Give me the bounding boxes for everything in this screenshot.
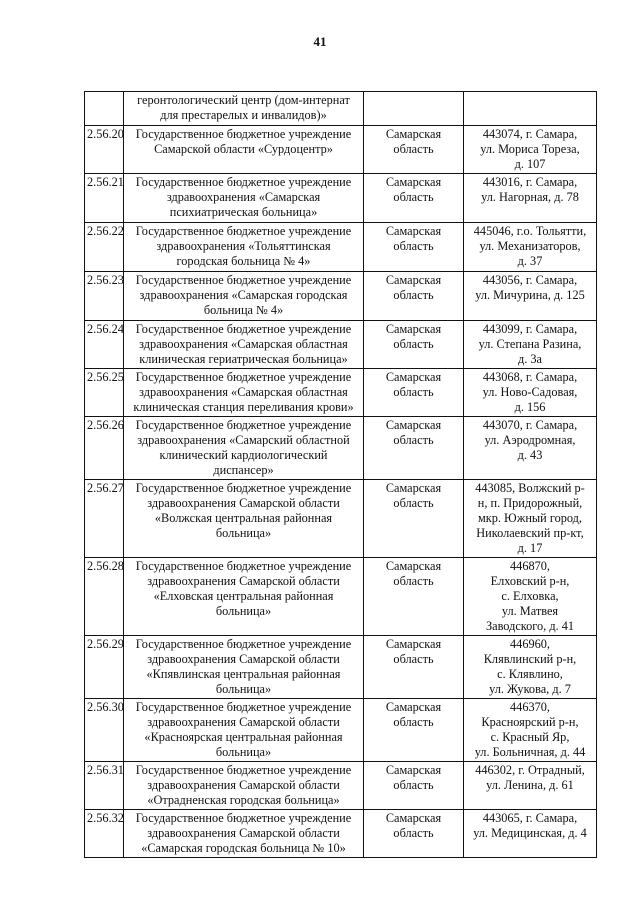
institution-name-cell: Государственное бюджетное учреждение здравоохранения Самарской области «Волжская центральная районная больница» xyxy=(124,480,364,558)
institution-name-cell: геронтологический центр (дом-интернат для престарелых и инвалидов)» xyxy=(124,92,364,126)
institution-name-cell: Государственное бюджетное учреждение здравоохранения «Самарская городская больница № 4» xyxy=(124,272,364,321)
address-cell: 445046, г.о. Тольятти, ул. Механизаторов, д. 37 xyxy=(464,223,597,272)
table-row xyxy=(85,126,597,174)
address-cell: 443099, г. Самара, ул. Степана Разина, д. 3а xyxy=(464,321,597,369)
institution-name-cell: Государственное бюджетное учреждение здравоохранения Самарской области «Елховская центральная районная больница» xyxy=(124,558,364,636)
institution-name-cell: Государственное бюджетное учреждение здравоохранения Самарской области «Красноярская центральная районная больница» xyxy=(124,699,364,762)
row-number-cell: 2.56.30 xyxy=(85,699,124,762)
table-row xyxy=(85,223,597,272)
row-number-cell: 2.56.28 xyxy=(85,558,124,636)
table-row xyxy=(85,636,597,699)
region-cell: Самарская область xyxy=(364,369,464,417)
address-cell: 446870, Елховский р-н, с. Елховка, ул. Матвея Заводского, д. 41 xyxy=(464,558,597,636)
address-cell: 443065, г. Самара, ул. Медицинская, д. 4 xyxy=(464,810,597,858)
table-row xyxy=(85,417,597,480)
institution-name-cell: Государственное бюджетное учреждение здравоохранения «Самарская областная клиническая гериатрическая больница» xyxy=(124,321,364,369)
row-number-cell: 2.56.26 xyxy=(85,417,124,480)
table-row xyxy=(85,369,597,417)
row-number-cell: 2.56.29 xyxy=(85,636,124,699)
institutions-table xyxy=(84,91,597,858)
institution-name-cell: Государственное бюджетное учреждение здравоохранения «Тольяттинская городская больница № 4» xyxy=(124,223,364,272)
row-number-cell: 2.56.25 xyxy=(85,369,124,417)
row-number-cell: 2.56.20 xyxy=(85,126,124,174)
address-cell: 443016, г. Самара, ул. Нагорная, д. 78 xyxy=(464,174,597,223)
address-cell: 443068, г. Самара, ул. Ново-Садовая, д. 156 xyxy=(464,369,597,417)
region-cell: Самарская область xyxy=(364,272,464,321)
page-number: 41 xyxy=(313,34,327,49)
row-number-cell: 2.56.27 xyxy=(85,480,124,558)
row-number-cell: 2.56.31 xyxy=(85,762,124,810)
table-row xyxy=(85,174,597,223)
address-cell: 443074, г. Самара, ул. Мориса Тореза, д. 107 xyxy=(464,126,597,174)
institution-name-cell: Государственное бюджетное учреждение здравоохранения «Самарская психиатрическая больница» xyxy=(124,174,364,223)
institution-name-cell: Государственное бюджетное учреждение здравоохранения Самарской области «Кпявлинская центральная районная больница» xyxy=(124,636,364,699)
region-cell: Самарская область xyxy=(364,699,464,762)
region-cell: Самарская область xyxy=(364,126,464,174)
table-row xyxy=(85,321,597,369)
table-row xyxy=(85,699,597,762)
institution-name-cell: Государственное бюджетное учреждение здравоохранения Самарской области «Самарская городская больница № 10» xyxy=(124,810,364,858)
institution-name-cell: Государственное бюджетное учреждение Самарской области «Сурдоцентр» xyxy=(124,126,364,174)
table-body xyxy=(85,92,597,858)
institution-name-cell: Государственное бюджетное учреждение здравоохранения «Самарский областной клинический кардиологический диспансер» xyxy=(124,417,364,480)
table-row xyxy=(85,558,597,636)
address-cell: 446370, Красноярский р-н, с. Красный Яр, ул. Больничная, д. 44 xyxy=(464,699,597,762)
address-cell: 443085, Волжский р- н, п. Придорожный, мкр. Южный город, Николаевский пр-кт, д. 17 xyxy=(464,480,597,558)
row-number-cell: 2.56.24 xyxy=(85,321,124,369)
region-cell: Самарская область xyxy=(364,417,464,480)
region-cell xyxy=(364,92,464,126)
region-cell: Самарская область xyxy=(364,636,464,699)
address-cell: 443070, г. Самара, ул. Аэродромная, д. 43 xyxy=(464,417,597,480)
region-cell: Самарская область xyxy=(364,321,464,369)
table-row xyxy=(85,762,597,810)
address-cell: 446960, Клявлинский р-н, с. Клявлино, ул. Жукова, д. 7 xyxy=(464,636,597,699)
region-cell: Самарская область xyxy=(364,810,464,858)
institution-name-cell: Государственное бюджетное учреждение здравоохранения «Самарская областная клиническая станция переливания крови» xyxy=(124,369,364,417)
region-cell: Самарская область xyxy=(364,223,464,272)
table-row xyxy=(85,92,597,126)
institution-name-cell: Государственное бюджетное учреждение здравоохранения Самарской области «Отрадненская городская больница» xyxy=(124,762,364,810)
row-number-cell: 2.56.32 xyxy=(85,810,124,858)
table-row xyxy=(85,480,597,558)
row-number-cell xyxy=(85,92,124,126)
address-cell xyxy=(464,92,597,126)
table-row xyxy=(85,272,597,321)
address-cell: 446302, г. Отрадный, ул. Ленина, д. 61 xyxy=(464,762,597,810)
region-cell: Самарская область xyxy=(364,480,464,558)
row-number-cell: 2.56.22 xyxy=(85,223,124,272)
region-cell: Самарская область xyxy=(364,762,464,810)
region-cell: Самарская область xyxy=(364,174,464,223)
region-cell: Самарская область xyxy=(364,558,464,636)
row-number-cell: 2.56.23 xyxy=(85,272,124,321)
row-number-cell: 2.56.21 xyxy=(85,174,124,223)
table-row xyxy=(85,810,597,858)
address-cell: 443056, г. Самара, ул. Мичурина, д. 125 xyxy=(464,272,597,321)
